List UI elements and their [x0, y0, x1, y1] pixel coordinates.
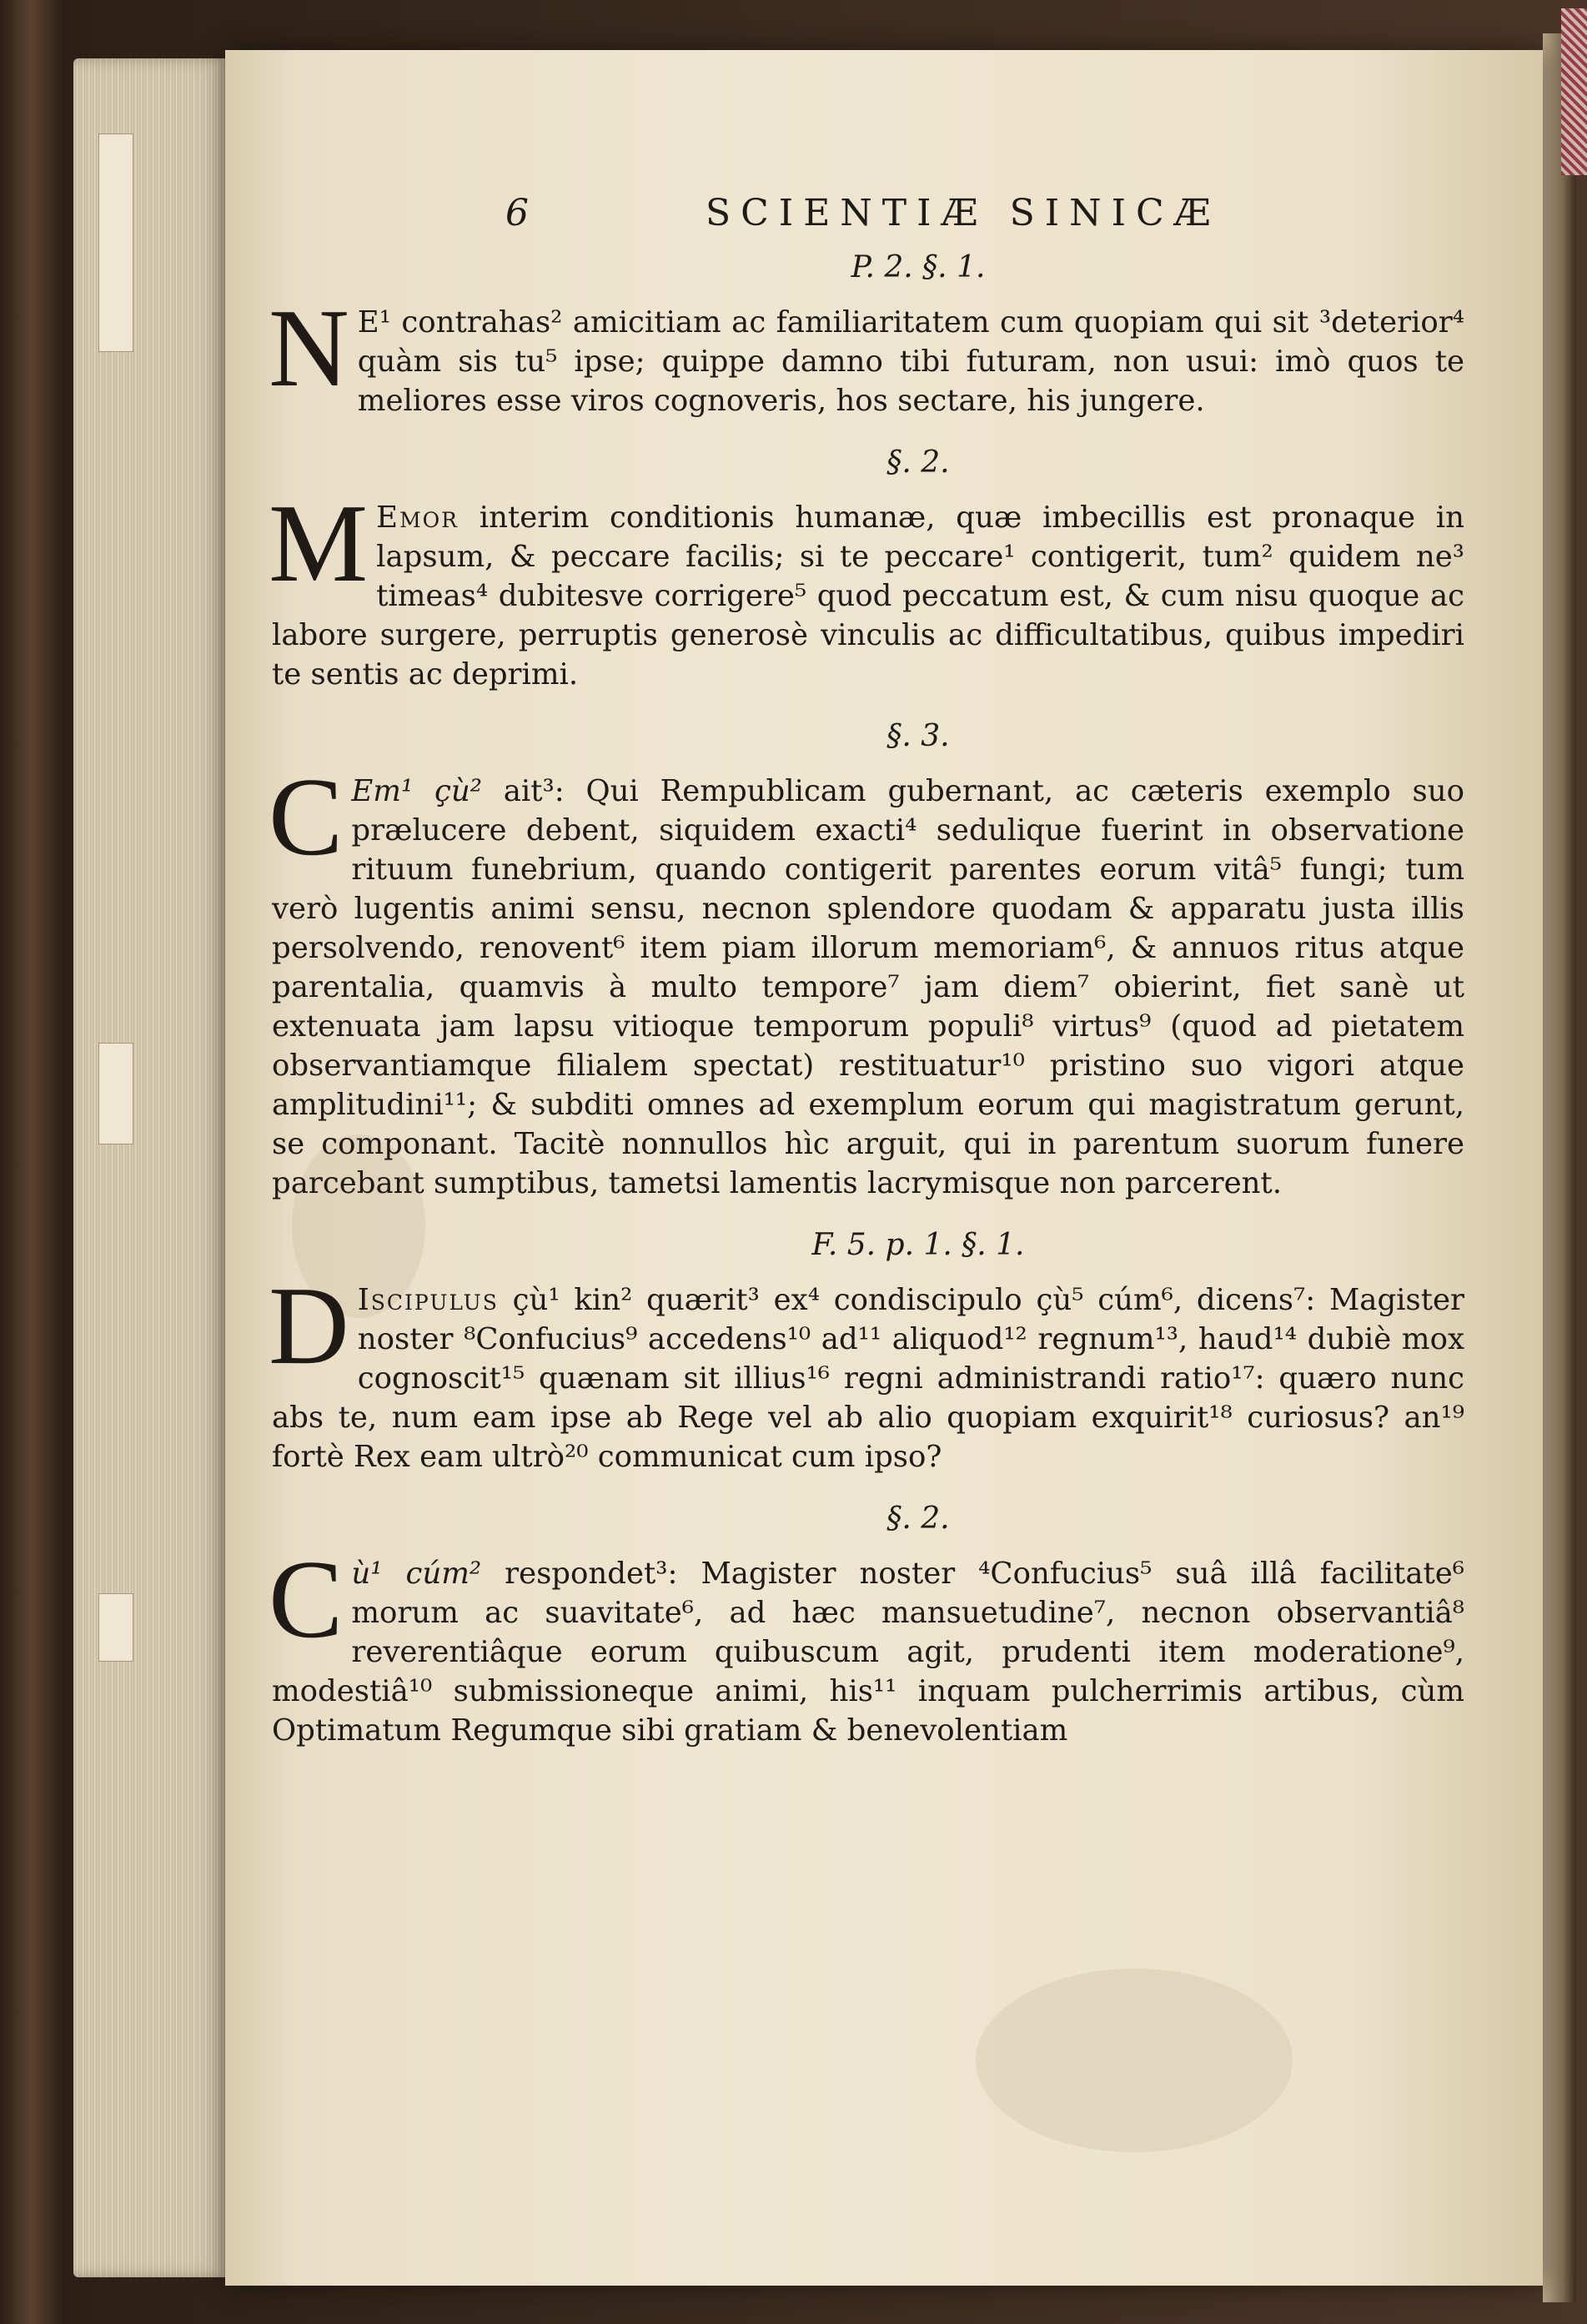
section-heading: §. 3. [886, 719, 950, 753]
drop-cap: D [269, 1264, 349, 1387]
page-tab [98, 133, 133, 352]
lead-word: ù¹ cúm² [351, 1557, 482, 1591]
facing-page-marbled-edge [1561, 8, 1587, 175]
paragraph [269, 286, 1464, 420]
section-1 [269, 250, 1464, 420]
book-page-edges [73, 58, 232, 2277]
drop-cap: N [269, 286, 349, 410]
page-tab [98, 1593, 133, 1662]
section-5 [269, 1502, 1464, 1750]
section-heading: §. 2. [886, 445, 950, 480]
section-3 [269, 719, 1464, 1203]
drop-cap: M [269, 481, 369, 605]
paragraph-text: contrahas² amicitiam ac familiaritatem cum quopiam qui sit ³deterior⁴ quàm sis tu⁵ ipse; quippe damno tibi futuram, non usui: imò quos te meliores esse viros cognoveris, hos sectare, his jungere. [357, 305, 1464, 418]
page-text [269, 184, 1464, 1775]
paragraph [269, 1537, 1464, 1750]
paragraph-text: çù¹ kin² quærit³ ex⁴ condiscipulo çù⁵ cúm⁶, dicens⁷: Magister noster ⁸Confucius⁹ accedens¹⁰ ad¹¹ aliquod¹² regnum¹³, haud¹⁴ dubiè mox cognoscit¹⁵ quænam sit illius¹⁶ regni administrandi ratio¹⁷: quæro nunc abs te, num eam ipse ab Rege vel ab alio quopiam exquirit¹⁸ curiosus? an¹⁹ fortè Rex eam ultrò²⁰ communicat cum ipso? [272, 1283, 1464, 1474]
page-header [272, 184, 1464, 242]
paragraph [269, 481, 1464, 694]
folio-number: 6 [505, 192, 529, 234]
paragraph [269, 1264, 1464, 1476]
drop-cap: C [269, 1537, 344, 1661]
section-heading: F. 5. p. 1. §. 1. [811, 1228, 1025, 1262]
facing-page-edge [1543, 33, 1576, 2302]
section-heading: §. 2. [886, 1502, 950, 1536]
page-tab [98, 1043, 133, 1144]
section-2 [269, 445, 1464, 694]
lead-word: Em¹ çù² [351, 774, 482, 808]
drop-cap: C [269, 755, 344, 878]
lead-word: Emor [376, 501, 459, 535]
paper-stain [976, 1969, 1293, 2152]
paragraph [269, 755, 1464, 1203]
section-heading: P. 2. §. 1. [851, 250, 986, 284]
paragraph-text: respondet³: Magister noster ⁴Confucius⁵ suâ illâ facilitate⁶ morum ac suavitate⁶, ad hæc mansuetudine⁷, necnon observantiâ⁸ reverentiâque eorum quibuscum agit, prudenti item moderatione⁹, modestiâ¹⁰ submissioneque animi, his¹¹ inquam pulcherrimis artibus, cùm Optimatum Regumque sibi gratiam & benevolentiam [272, 1557, 1464, 1748]
paragraph-text: interim conditionis humanæ, quæ imbecillis est pronaque in lapsum, & peccare facilis; si te peccare¹ contigerit, tum² quidem ne³ timeas⁴ dubitesve corrigere⁵ quod peccatum est, & cum nisu quoque ac labore surgere, perruptis generosè vinculis ac difficultatibus, quibus impediri te sentis ac deprimi. [272, 501, 1464, 692]
lead-word: Iscipulus [357, 1283, 499, 1317]
section-4 [269, 1228, 1464, 1476]
running-title: SCIENTIÆ SINICÆ [706, 192, 1221, 234]
paragraph-text: ait³: Qui Rempublicam gubernant, ac cæteris exemplo suo prælucere debent, siquidem exacti⁴ sedulique fuerint in observatione rituum funebrium, quando contigerit parentes eorum vitâ⁵ fungi; tum verò lugentis animi sensu, necnon splendore quodam & apparatu justa illis persolvendo, renovent⁶ item piam illorum memoriam⁶, & annuos ritus atque parentalia, quamvis à multo tempore⁷ jam diem⁷ obierint, fiet sanè ut extenuata jam lapsu vitioque temporum populi⁸ virtus⁹ (quod ad pietatem observantiamque filialem spectat) restituatur¹⁰ pristino suo vigori atque amplitudini¹¹; & subditi omnes ad exemplum eorum qui magistratum gerunt, se componant. Tacitè nonnullos hìc arguit, qui in parentum suorum funere parcebant sumptibus, tametsi lamentis lacrymisque non parcerent. [272, 774, 1464, 1200]
lead-word: E¹ [357, 305, 391, 340]
